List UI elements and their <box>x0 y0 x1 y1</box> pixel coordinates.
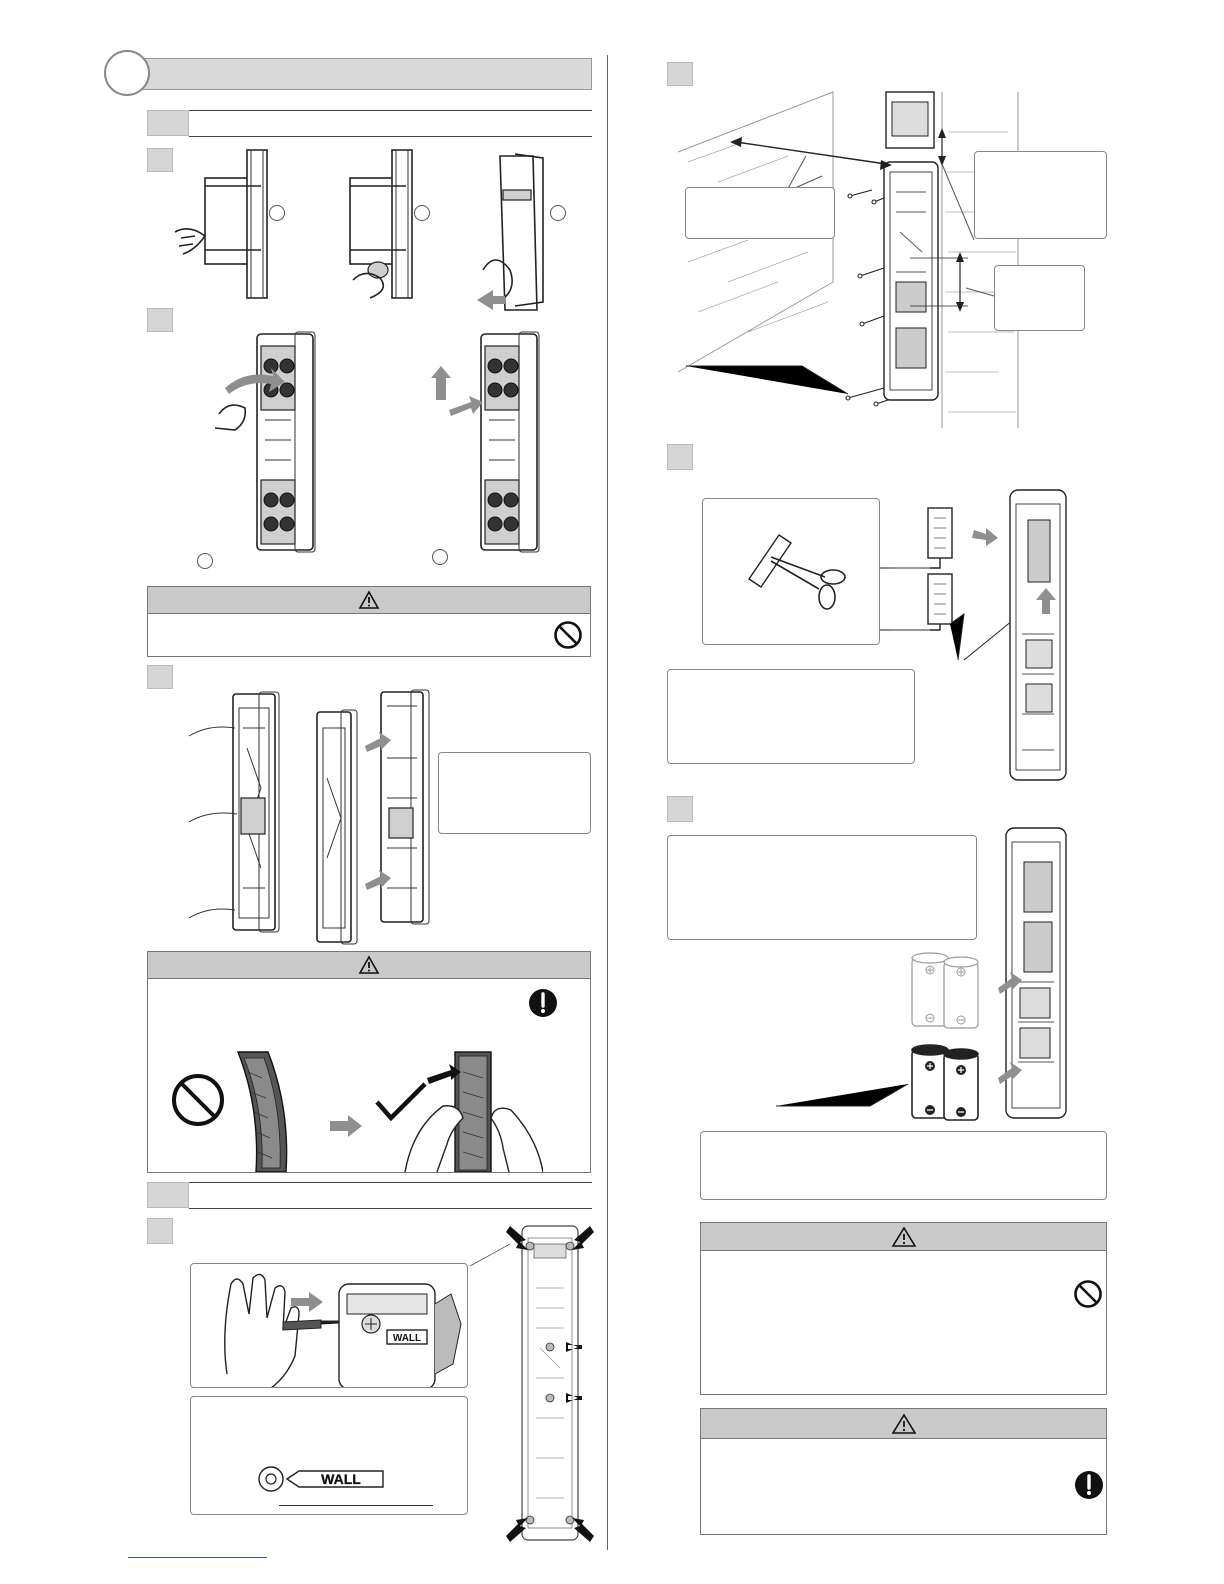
subsection-marker-1 <box>147 110 189 136</box>
exclamation-circle-icon <box>1074 1470 1104 1500</box>
section-header-bar <box>128 58 592 90</box>
illustration-wall-mounting <box>678 92 1048 428</box>
detail-callout-screw <box>190 1263 468 1388</box>
prohibition-circle-icon <box>553 620 583 650</box>
step-marker-3 <box>147 665 173 689</box>
illustration-label-c <box>550 205 566 221</box>
illustration-label-d <box>197 553 213 569</box>
exclamation-circle-icon <box>528 988 558 1018</box>
note-callout-2 <box>685 187 835 239</box>
detail-callout-scissors <box>702 498 880 645</box>
warning-triangle-icon <box>358 955 380 975</box>
subsection-marker-2 <box>147 1182 189 1208</box>
note-callout-5 <box>667 669 915 764</box>
illustration-remove-cover-step <box>165 150 585 315</box>
illustration-label-a <box>269 205 285 221</box>
illustration-mounting-holes <box>470 1218 594 1548</box>
prohibition-circle-icon <box>1073 1279 1103 1309</box>
warning-triangle-icon <box>891 1413 917 1435</box>
warning-header-2 <box>148 952 590 979</box>
warning-triangle-icon <box>891 1226 917 1248</box>
wall-tag-label: WALL <box>321 1471 361 1487</box>
scissors-icon <box>741 531 851 611</box>
note-callout-1 <box>438 752 591 834</box>
illustration-detach-unit-step <box>195 330 555 555</box>
prohibition-circle-icon <box>170 1072 226 1128</box>
subsection-rule-1b <box>189 136 592 137</box>
step-marker-7 <box>667 796 693 822</box>
warning-triangle-icon <box>358 590 380 610</box>
step-marker-4 <box>147 1218 173 1244</box>
section-header-circle <box>104 50 150 96</box>
leader-line-wall-mark <box>279 1505 433 1506</box>
warning-box-3 <box>700 1222 1107 1395</box>
warning-box-1 <box>147 586 591 657</box>
column-divider <box>607 55 608 1550</box>
illustration-battery-install <box>760 822 1080 1122</box>
step-marker-2 <box>147 308 173 332</box>
wall-tag-label-small: WALL <box>392 1333 422 1344</box>
illustration-straight-cover <box>393 1048 543 1172</box>
warning-header-3 <box>701 1223 1106 1251</box>
note-callout-3 <box>974 151 1107 239</box>
illustration-label-b <box>414 205 430 221</box>
warning-header-1 <box>148 587 590 614</box>
warning-box-2 <box>147 951 591 1173</box>
step-marker-5 <box>667 62 693 86</box>
illustration-wall-mark <box>257 1463 387 1495</box>
illustration-back-plates <box>185 688 445 943</box>
illustration-label-e <box>432 549 448 565</box>
arrow-right-icon <box>328 1114 364 1138</box>
footer-link-underline[interactable] <box>128 1557 267 1558</box>
warning-box-4 <box>700 1408 1107 1535</box>
subsection-rule-1a <box>189 110 592 111</box>
note-callout-wall-mark <box>190 1396 468 1515</box>
subsection-rule-2b <box>189 1208 592 1209</box>
illustration-bent-cover <box>228 1048 308 1172</box>
illustration-screwdriver-detail <box>191 1264 468 1388</box>
step-marker-6 <box>667 444 693 470</box>
subsection-rule-2a <box>189 1182 592 1183</box>
note-callout-4 <box>994 265 1085 331</box>
note-callout-7 <box>700 1131 1107 1200</box>
warning-header-4 <box>701 1409 1106 1439</box>
